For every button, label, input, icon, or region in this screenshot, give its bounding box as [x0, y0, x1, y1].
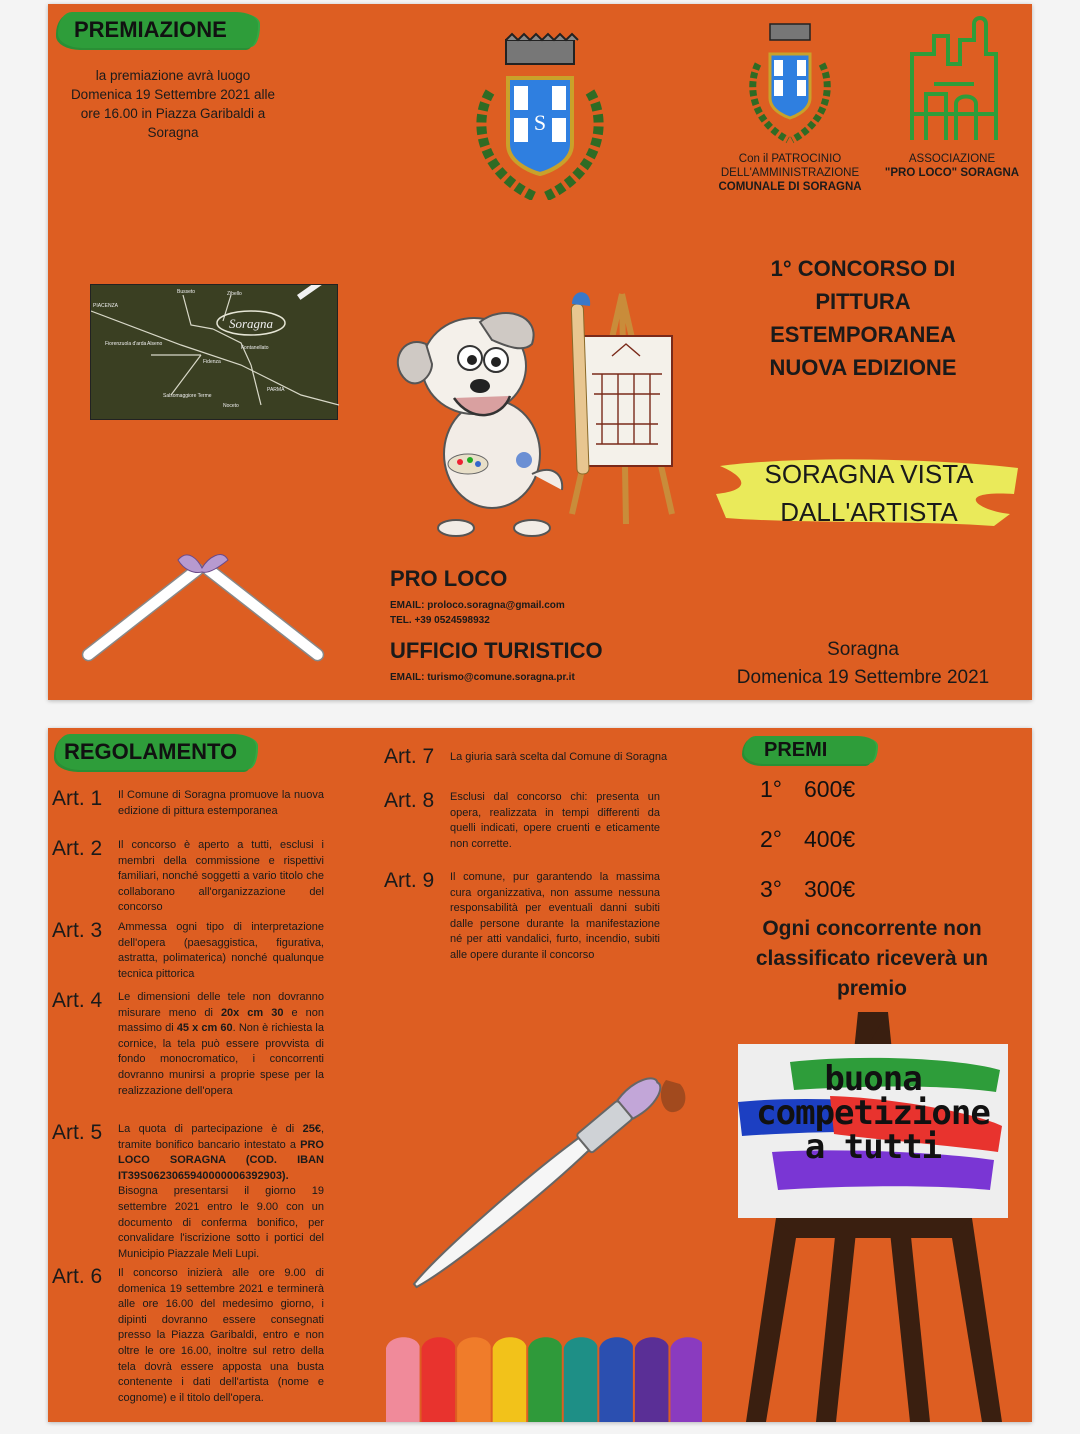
palette-strokes-icon — [382, 1328, 702, 1422]
crossed-brushes-icon — [78, 550, 328, 684]
prize-place: 1° — [760, 776, 782, 802]
non-classified-prize-note — [724, 914, 1020, 1004]
crossed-brushes-illustration — [78, 550, 328, 684]
article-number: Art. 6 — [52, 1265, 103, 1288]
soragna-coat-of-arms-small — [740, 18, 840, 144]
dog-painter-icon — [382, 284, 702, 544]
contest-title-line: 1° CONCORSO DI — [770, 256, 956, 281]
soragna-map — [90, 284, 338, 420]
palette-stroke — [599, 1337, 633, 1422]
article-1 — [52, 788, 328, 819]
article-number: Art. 7 — [384, 745, 435, 768]
coat-of-arms-icon — [740, 18, 840, 144]
map-label: Alseno — [147, 341, 163, 347]
article-7 — [384, 746, 714, 768]
paintbrush-illustration — [404, 1052, 694, 1292]
associazione-text — [874, 152, 1030, 180]
palette-stroke — [564, 1337, 598, 1422]
sign-line: buona — [824, 1059, 922, 1099]
paintbrush-icon — [404, 1052, 694, 1292]
contacts-block — [390, 566, 710, 685]
patrocinio-line: Con il PATROCINIO — [738, 153, 842, 165]
prize-list — [760, 776, 920, 926]
easel-sign-illustration — [736, 1012, 1010, 1422]
contest-title-line: NUOVA EDIZIONE — [769, 355, 957, 380]
prize-row-2 — [760, 826, 920, 876]
article-text-part: La quota di partecipazione è di — [118, 1123, 303, 1135]
map-label: Fontanellato — [241, 345, 269, 351]
proloco-email[interactable]: EMAIL: proloco.soragna@gmail.com — [390, 600, 565, 611]
contest-title-line: ESTEMPORANEA — [770, 322, 956, 347]
color-palette-strokes — [382, 1328, 702, 1422]
article-number: Art. 4 — [52, 989, 103, 1012]
palette-stroke — [493, 1337, 527, 1422]
map-label: Noceto — [223, 403, 239, 409]
flyer-front-page — [48, 4, 1032, 700]
map-label: Busseto — [177, 289, 196, 295]
sign-line: competizione — [756, 1093, 990, 1133]
theme-highlight — [714, 454, 1024, 530]
article-text: Il concorso inizierà alle ore 9.00 di domenica 19 settembre 2021 e terminerà alle ore 16.00 del medesimo giorno, i dipinti dovranno essere consegnati presso la Piazza Garibaldi, entro e non oltre le ore 16.00, inoltre sul retro della tela dovrà essere apposta una busta contenente i dati dell'artista (nome e cognome) e il titolo dell'opera. — [118, 1267, 324, 1404]
coat-letter: S — [533, 110, 547, 135]
article-text-part: . Non è richiesta la cornice, la tela può essere provvista di fondo monocromatico, i concorrenti dovranno munirsi a proprie spese per la realizzazione dell'opera — [118, 1022, 324, 1097]
palette-stroke — [457, 1337, 491, 1422]
patrocinio-text — [710, 152, 870, 194]
palette-stroke — [528, 1337, 562, 1422]
soragna-coat-of-arms-large — [460, 32, 620, 200]
premiazione-line: la premiazione avrà luogo — [95, 68, 251, 83]
article-text: Il comune, pur garantendo la massima cura organizzativa, non assume nessuna responsabilità per eventuali danni subiti dalle persone durante la manifestazione né per atti vandalici, furto, incendio, subiti alle opere durante il concorso — [450, 871, 660, 961]
map-label: Salsomaggiore Terme — [163, 393, 212, 399]
article-text-part: , tramite bonifico bancario intestato a — [118, 1123, 324, 1151]
sign-board — [738, 1044, 1008, 1218]
map-label: Fidenza — [203, 359, 221, 365]
article-3 — [52, 920, 328, 982]
article-text: Esclusi dal concorso chi: presenta un opera, realizzata in tempi differenti da quelli indicati, opere cruenti e eticamente non corrette. — [450, 791, 660, 850]
premi-heading: PREMI — [764, 739, 828, 761]
palette-stroke — [635, 1337, 669, 1422]
patrocinio-line: DELL'AMMINISTRAZIONE — [720, 167, 860, 179]
article-text-part: Le dimensioni delle tele non dovranno misurare meno di — [118, 991, 324, 1019]
event-place-date — [708, 636, 1018, 692]
prize-note-line: Ogni concorrente non — [762, 917, 982, 940]
article-text-part: e non massimo di — [118, 1006, 324, 1035]
regolamento-heading: REGOLAMENTO — [64, 739, 238, 764]
article-text: La giuria sarà scelta dal Comune di Soragna — [450, 751, 668, 763]
ufficio-email[interactable]: EMAIL: turismo@comune.soragna.pr.it — [390, 672, 575, 683]
palette-stroke — [670, 1337, 702, 1422]
dog-painter-illustration — [382, 284, 702, 544]
prize-amount: 400€ — [804, 826, 856, 852]
article-9 — [384, 870, 714, 964]
contest-title — [738, 252, 988, 384]
map-illustration — [91, 285, 339, 421]
prize-place: 2° — [760, 826, 782, 852]
article-number: Art. 5 — [52, 1121, 103, 1144]
proloco-heading: PRO LOCO — [390, 566, 508, 591]
associazione-line: "PRO LOCO" SORAGNA — [884, 167, 1020, 179]
contest-title-line: PITTURA — [815, 289, 911, 314]
prize-amount: 600€ — [804, 776, 856, 802]
article-text-bold: PRO LOCO SORAGNA (COD. IBAN IT39S0623065940000006392903). — [118, 1138, 324, 1182]
premiazione-heading: PREMIAZIONE — [74, 17, 227, 42]
prize-place: 3° — [760, 876, 782, 902]
article-2 — [52, 838, 328, 916]
prize-row-1 — [760, 776, 920, 826]
article-text-bold: 20x cm 30 — [220, 1006, 284, 1019]
article-number: Art. 1 — [52, 787, 103, 810]
ufficio-turistico-heading: UFFICIO TURISTICO — [390, 638, 603, 663]
patrocinio-line: COMUNALE DI SORAGNA — [718, 181, 862, 193]
proloco-phone[interactable]: TEL. +39 0524598932 — [390, 615, 490, 626]
article-number: Art. 2 — [52, 837, 103, 860]
palette-stroke — [422, 1337, 456, 1422]
article-text — [118, 1122, 324, 1262]
article-text-bold: 45 x cm 60 — [176, 1022, 233, 1035]
proloco-logo-icon — [906, 14, 1002, 140]
article-text: Il concorso è aperto a tutti, esclusi i membri della commissione e rispettivi familiari, nonché soggetti a vario titolo che collaborano all'organizzazione del concorso — [118, 839, 324, 914]
premiazione-line: Soragna — [147, 125, 199, 140]
flyer-back-page — [48, 728, 1032, 1422]
regolamento-heading-tag — [56, 734, 256, 770]
map-center-label: Soragna — [228, 316, 274, 331]
theme-line: SORAGNA VISTA — [764, 459, 974, 489]
palette-stroke — [386, 1337, 420, 1422]
premiazione-line: ore 16.00 in Piazza Garibaldi a — [80, 106, 266, 121]
article-8 — [384, 790, 714, 852]
map-label: Fiorenzuola d'arda — [105, 341, 147, 347]
article-text-part: Bisogna presentarsi il giorno 19 settembre 2021 entro le 9.00 con un documento di conferma bonifico, per convalidare l'iscrizione sotto i portici del Municipio Piazzale Meli Lupi. — [118, 1185, 324, 1260]
article-number: Art. 3 — [52, 919, 103, 942]
proloco-logo — [906, 14, 1002, 140]
premiazione-heading-tag — [58, 12, 258, 48]
associazione-line: ASSOCIAZIONE — [908, 153, 996, 165]
article-number: Art. 8 — [384, 789, 435, 812]
article-4 — [52, 990, 328, 1099]
premiazione-text — [48, 66, 298, 142]
prize-amount: 300€ — [804, 876, 856, 902]
article-number: Art. 9 — [384, 869, 435, 892]
prize-note-line: premio — [836, 977, 907, 1000]
sign-line: a tutti — [804, 1127, 942, 1167]
prize-note-line: classificato riceverà un — [755, 947, 989, 970]
map-label: PARMA — [267, 387, 285, 393]
premi-heading-tag — [744, 736, 876, 764]
event-date: Domenica 19 Settembre 2021 — [736, 667, 990, 688]
event-place: Soragna — [827, 639, 899, 660]
theme-line: DALL'ARTISTA — [780, 497, 958, 527]
article-text-bold: 25€ — [302, 1123, 321, 1135]
map-label: Zibello — [227, 291, 242, 297]
article-6 — [52, 1266, 328, 1406]
article-text: Il Comune di Soragna promuove la nuova edizione di pittura estemporanea — [118, 789, 324, 817]
article-text — [118, 990, 324, 1099]
article-text: Ammessa ogni tipo di interpretazione dell'opera (paesaggistica, figurativa, astratta, polimaterica) nonché qualunque tecnica pittorica — [118, 921, 324, 980]
coat-of-arms-icon — [460, 32, 620, 200]
article-5 — [52, 1122, 328, 1262]
premiazione-line: Domenica 19 Settembre 2021 alle — [70, 87, 276, 102]
map-label: PIACENZA — [93, 303, 119, 309]
